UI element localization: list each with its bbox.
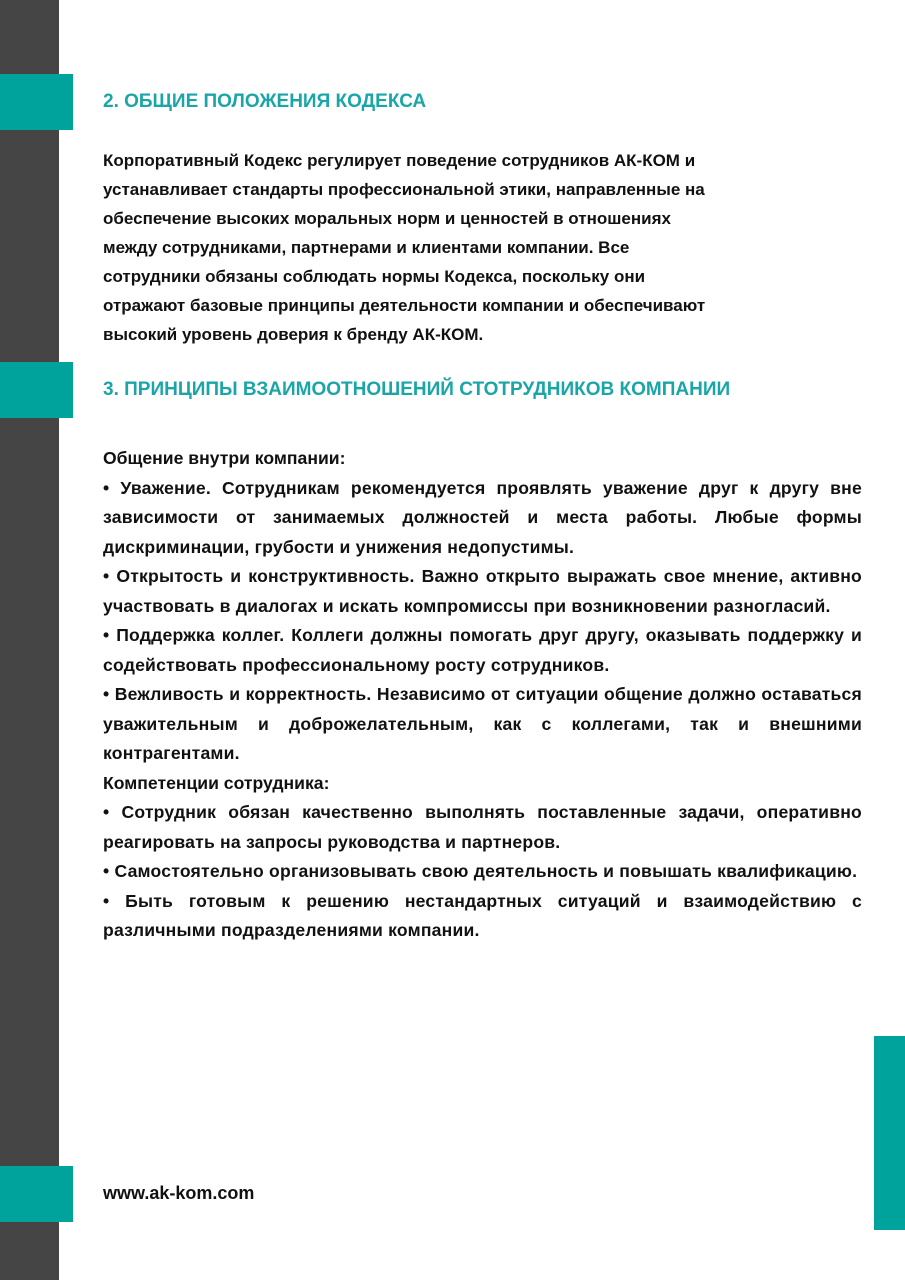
section-2-title: 2. ОБЩИЕ ПОЛОЖЕНИЯ КОДЕКСА <box>103 91 427 112</box>
footer-accent-block <box>0 1166 73 1222</box>
left-side-bar <box>0 0 59 1280</box>
communication-item-openness: • Открытость и конструктивность. Важно открыто выражать свое мнение, активно участвовать в диалогах и искать компромиссы при возникновении разногласий. <box>103 566 862 616</box>
communication-item-respect: • Уважение. Сотрудникам рекомендуется проявлять уважение друг к другу вне зависимости от занимаемых должностей и места работы. Любые формы дискриминации, грубости и унижения недопустимы. <box>103 477 862 557</box>
competence-item-self-organization: • Самостоятельно организовывать свою деятельность и повышать квалификацию. <box>103 861 858 881</box>
communication-label: Общение внутри компании: <box>103 448 346 468</box>
paragraph-line: между сотрудниками, партнерами и клиентами компании. Все <box>103 238 630 257</box>
right-accent-bar <box>874 1036 905 1230</box>
paragraph-line: высокий уровень доверия к бренду АК-КОМ. <box>103 325 484 344</box>
communication-item-politeness: • Вежливость и корректность. Независимо от ситуации общение должно оставаться уважительным и доброжелательным, как с коллегами, так и внешними контрагентами. <box>103 684 862 763</box>
competence-item-readiness: • Быть готовым к решению нестандартных ситуаций и взаимодействию с различными подразделениями компании. <box>103 890 862 940</box>
paragraph-line: сотрудники обязаны соблюдать нормы Кодекса, поскольку они <box>103 267 646 286</box>
competence-item-tasks: • Сотрудник обязан качественно выполнять поставленные задачи, оперативно реагировать на запросы руководства и партнеров. <box>103 802 862 852</box>
communication-item-support: • Поддержка коллег. Коллеги должны помогать друг другу, оказывать поддержку и содействовать профессиональному росту сотрудников. <box>103 625 862 675</box>
footer-website: www.ak-kom.com <box>103 1183 255 1203</box>
section-3-accent-block <box>0 362 73 418</box>
section-2-accent-block <box>0 74 73 130</box>
section-3-body <box>103 444 862 946</box>
paragraph-line: отражают базовые принципы деятельности компании и обеспечивают <box>103 296 706 315</box>
section-3-title: 3. ПРИНЦИПЫ ВЗАИМООТНОШЕНИЙ СТОТРУДНИКОВ КОМПАНИИ <box>103 379 731 400</box>
paragraph-line: Корпоративный Кодекс регулирует поведение сотрудников АК-КОМ и <box>103 151 696 170</box>
paragraph-line: устанавливает стандарты профессиональной этики, направленные на <box>103 180 705 199</box>
section-2-paragraph <box>103 146 863 349</box>
paragraph-line: обеспечение высоких моральных норм и ценностей в отношениях <box>103 209 671 228</box>
competence-label: Компетенции сотрудника: <box>103 772 330 793</box>
